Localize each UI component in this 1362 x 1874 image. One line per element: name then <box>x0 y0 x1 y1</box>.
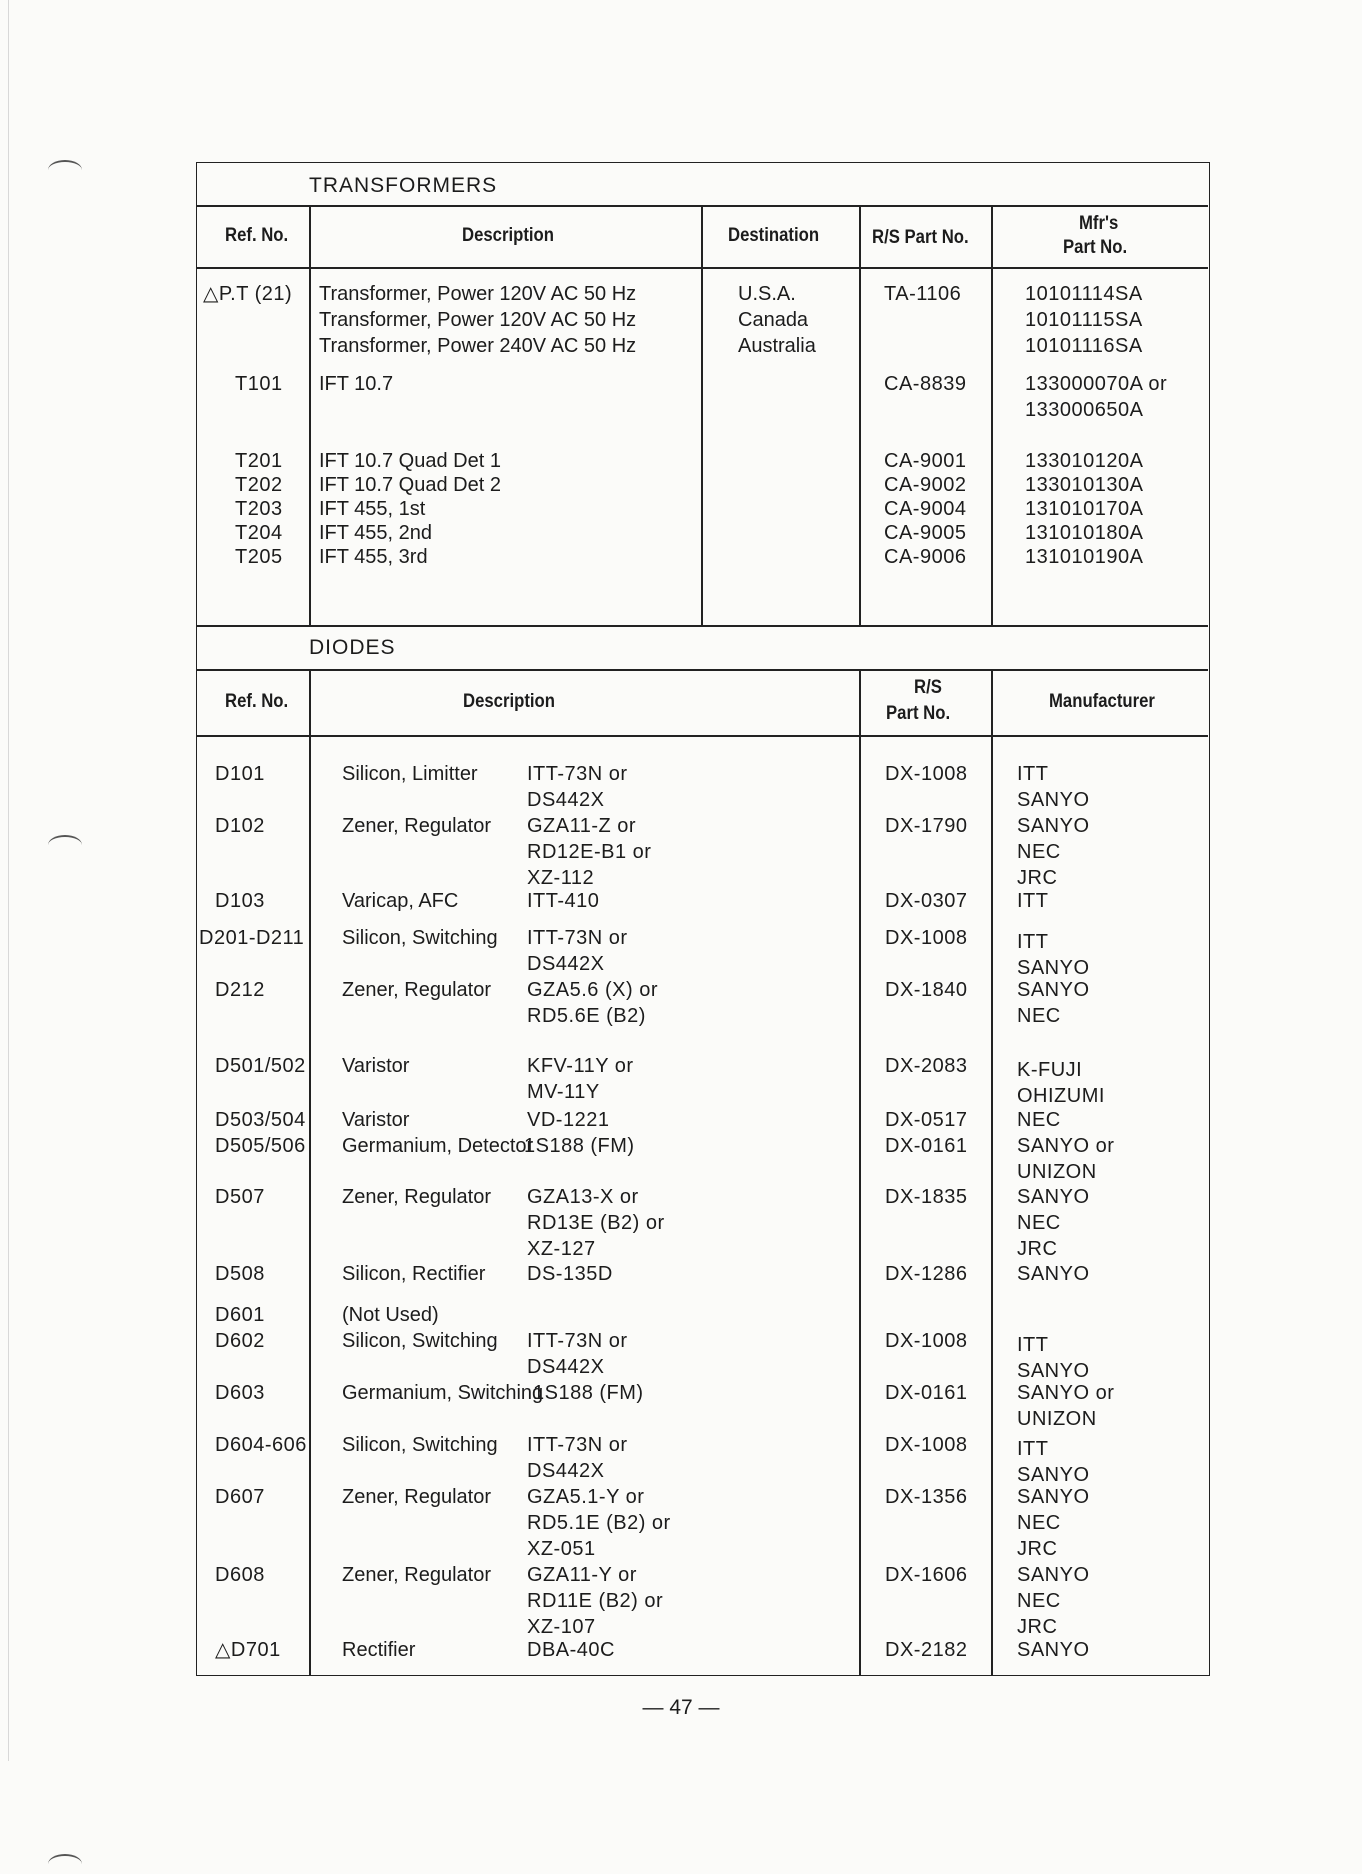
manufacturer <box>1017 1184 1090 1262</box>
manufacturer-line: ITT <box>1017 1334 1049 1356</box>
mfr-part-no <box>1025 472 1143 498</box>
mfr-part-no-line: 133010130A <box>1025 474 1144 496</box>
header-ref-no: Ref. No. <box>225 225 289 246</box>
ref-no: D601 <box>215 1304 265 1326</box>
diode-type-line: DS442X <box>527 789 605 811</box>
ref-no: T204 <box>235 522 283 544</box>
ref-no: D501/502 <box>215 1055 306 1077</box>
diode-type-line: XZ-107 <box>527 1616 596 1638</box>
diode-description: Silicon, Switching <box>342 1330 498 1352</box>
mfr-part-no-line: 131010190A <box>1025 546 1144 568</box>
diode-type <box>527 813 651 891</box>
header-ref-no: Ref. No. <box>225 691 289 712</box>
rs-part-no: DX-1008 <box>885 1330 968 1352</box>
mfr-part-no <box>1025 544 1143 570</box>
destination-line: U.S.A. <box>738 283 796 305</box>
header-mfr-part-2: Part No. <box>1063 237 1128 258</box>
description-line: IFT 455, 3rd <box>319 546 428 568</box>
diode-type-line: GZA5.6 (X) or <box>527 979 658 1001</box>
ref-no: △D701 <box>215 1639 281 1661</box>
rs-part-no: DX-1606 <box>885 1564 968 1586</box>
rs-part-no: DX-1790 <box>885 815 968 837</box>
manufacturer <box>1017 1261 1090 1287</box>
binder-hole-mark <box>48 160 82 180</box>
manufacturer-line: SANYO <box>1017 957 1090 979</box>
rs-part-no: DX-0307 <box>885 890 968 912</box>
rule <box>197 625 1208 627</box>
manufacturer-line: NEC <box>1017 1512 1061 1534</box>
diode-description: Silicon, Switching <box>342 927 498 949</box>
ref-no: T203 <box>235 498 283 520</box>
diode-type-line: ITT-73N or <box>527 927 628 949</box>
manufacturer <box>1017 813 1090 891</box>
diode-type-line: DBA-40C <box>527 1639 615 1661</box>
diode-type-line: XZ-051 <box>527 1538 596 1560</box>
description-line: IFT 10.7 <box>319 373 394 395</box>
rs-part-no: DX-1835 <box>885 1186 968 1208</box>
ref-no: D607 <box>215 1486 265 1508</box>
rs-part-no: DX-1008 <box>885 763 968 785</box>
description-line: Transformer, Power 240V AC 50 Hz <box>319 335 637 357</box>
diode-type-line: XZ-127 <box>527 1238 596 1260</box>
diode-type-line: ITT-410 <box>527 890 600 912</box>
diode-type-line: DS442X <box>527 1460 605 1482</box>
diode-type <box>527 1107 609 1133</box>
description <box>319 448 501 474</box>
parts-list-table <box>196 162 1210 1676</box>
rule <box>197 669 1208 671</box>
manufacturer-line: SANYO <box>1017 1263 1090 1285</box>
description-line: IFT 10.7 Quad Det 1 <box>319 450 501 472</box>
header-mfr-part-1: Mfr's <box>1079 213 1119 234</box>
ref-no: D212 <box>215 979 265 1001</box>
binder-hole-mark <box>48 835 82 855</box>
section-title-diodes: DIODES <box>309 636 396 659</box>
ref-no: D507 <box>215 1186 265 1208</box>
ref-no: D604-606 <box>215 1434 307 1456</box>
rs-part-no <box>884 520 966 546</box>
header-destination: Destination <box>728 225 820 246</box>
diode-description: Varicap, AFC <box>342 890 459 912</box>
diode-type-line: XZ-112 <box>527 867 595 889</box>
destination <box>738 281 816 359</box>
diode-type-line: GZA11-Z or <box>527 815 637 837</box>
diode-type-line: DS-135D <box>527 1263 613 1285</box>
ref-no: D508 <box>215 1263 265 1285</box>
diode-type-line: RD11E (B2) or <box>527 1590 664 1612</box>
mfr-part-no <box>1025 520 1143 546</box>
rule <box>309 205 311 625</box>
manufacturer <box>1017 1133 1114 1185</box>
rs-part-no-line: CA-9005 <box>884 522 967 544</box>
binder-hole-mark <box>48 1854 82 1874</box>
diode-type-line: ITT-73N or <box>527 763 628 785</box>
rs-part-no-line: CA-8839 <box>884 373 967 395</box>
diode-type-line: GZA13-X or <box>527 1186 639 1208</box>
rs-part-no: DX-1008 <box>885 927 968 949</box>
manufacturer-line: SANYO <box>1017 1186 1090 1208</box>
rs-part-no: DX-2083 <box>885 1055 968 1077</box>
mfr-part-no-line: 133000070A or <box>1025 373 1168 395</box>
rs-part-no-line: CA-9004 <box>884 498 967 520</box>
manufacturer-line: NEC <box>1017 1590 1061 1612</box>
manufacturer-line: SANYO <box>1017 979 1090 1001</box>
diode-type <box>527 925 628 977</box>
manufacturer-line: JRC <box>1017 1616 1058 1638</box>
mfr-part-no <box>1025 281 1143 359</box>
rs-part-no: DX-1008 <box>885 1434 968 1456</box>
diode-type <box>527 1053 634 1105</box>
destination-line: Australia <box>738 335 816 357</box>
diode-description: Zener, Regulator <box>342 1186 491 1208</box>
diode-type <box>527 888 599 914</box>
rule <box>859 669 861 1675</box>
manufacturer-line: NEC <box>1017 1212 1061 1234</box>
diode-type-line: 1S188 (FM) <box>533 1382 644 1404</box>
diode-description: Germanium, Detector <box>342 1135 534 1157</box>
manufacturer <box>1017 1637 1090 1663</box>
header-rs: R/S <box>914 677 942 698</box>
ref-no: T101 <box>235 373 283 395</box>
manufacturer-line: ITT <box>1017 1438 1049 1460</box>
ref-no: D603 <box>215 1382 265 1404</box>
diode-type-line: RD13E (B2) or <box>527 1212 665 1234</box>
description <box>319 371 393 397</box>
manufacturer <box>1017 1484 1090 1562</box>
manufacturer-line: SANYO <box>1017 1464 1090 1486</box>
rule <box>197 267 1208 269</box>
rs-part-no-line: TA-1106 <box>884 283 962 305</box>
page-number: — 47 — <box>642 1696 720 1719</box>
rs-part-no <box>884 472 966 498</box>
diode-type-line: RD12E-B1 or <box>527 841 652 863</box>
rs-part-no <box>884 496 966 522</box>
manufacturer <box>1017 888 1049 914</box>
diode-description: Silicon, Limitter <box>342 763 478 785</box>
mfr-part-no-line: 10101116SA <box>1025 335 1143 357</box>
manufacturer <box>1017 1332 1090 1384</box>
diode-type <box>527 1637 615 1663</box>
diode-type-line: RD5.1E (B2) or <box>527 1512 671 1534</box>
diode-type <box>527 1261 613 1287</box>
diode-description: Zener, Regulator <box>342 979 491 1001</box>
diode-type <box>527 1562 663 1640</box>
diode-type <box>527 761 628 813</box>
diode-type-line: ITT-73N or <box>527 1330 628 1352</box>
manufacturer-line: SANYO <box>1017 1639 1090 1661</box>
rs-part-no <box>884 544 966 570</box>
diode-type-line: KFV-11Y or <box>527 1055 634 1077</box>
manufacturer <box>1017 761 1090 813</box>
manufacturer-line: SANYO <box>1017 815 1090 837</box>
diode-type <box>527 1432 628 1484</box>
manufacturer <box>1017 1380 1114 1432</box>
section-title-transformers: TRANSFORMERS <box>309 174 498 197</box>
ref-no: D602 <box>215 1330 265 1352</box>
rs-part-no: DX-0517 <box>885 1109 968 1131</box>
rs-part-no: DX-2182 <box>885 1639 968 1661</box>
manufacturer-line: JRC <box>1017 1238 1058 1260</box>
mfr-part-no-line: 131010170A <box>1025 498 1144 520</box>
rule <box>859 205 861 625</box>
rs-part-no: DX-1356 <box>885 1486 968 1508</box>
manufacturer-line: K-FUJI <box>1017 1059 1083 1081</box>
manufacturer-line: ITT <box>1017 890 1049 912</box>
manufacturer-line: SANYO or <box>1017 1135 1115 1157</box>
manufacturer <box>1017 1057 1105 1109</box>
diode-type-line: MV-11Y <box>527 1081 600 1103</box>
diode-type-line: ITT-73N or <box>527 1434 628 1456</box>
ref-no: D103 <box>215 890 265 912</box>
diode-description: Rectifier <box>342 1639 416 1661</box>
diode-type <box>527 977 658 1029</box>
rule <box>197 205 1208 207</box>
manufacturer-line: SANYO <box>1017 1360 1090 1382</box>
manufacturer <box>1017 929 1090 981</box>
diode-type <box>524 1133 635 1159</box>
mfr-part-no-line: 133000650A <box>1025 399 1144 421</box>
description <box>319 496 425 522</box>
diode-type-line: VD-1221 <box>527 1109 610 1131</box>
diode-type-line: GZA5.1-Y or <box>527 1486 645 1508</box>
diode-type <box>527 1184 665 1262</box>
manufacturer <box>1017 1436 1090 1488</box>
description <box>319 544 428 570</box>
header-manufacturer: Manufacturer <box>1049 691 1155 712</box>
manufacturer-line: UNIZON <box>1017 1161 1097 1183</box>
diode-type-line: DS442X <box>527 1356 605 1378</box>
manufacturer-line: SANYO <box>1017 789 1090 811</box>
header-part-no: Part No. <box>886 703 951 724</box>
rule <box>701 205 703 625</box>
ref-no: D101 <box>215 763 265 785</box>
header-rs-part-no: R/S Part No. <box>872 227 969 248</box>
diode-type-line: GZA11-Y or <box>527 1564 637 1586</box>
rule <box>197 735 1208 737</box>
manufacturer-line: SANYO <box>1017 1486 1090 1508</box>
mfr-part-no-line: 10101115SA <box>1025 309 1143 331</box>
diode-type <box>533 1380 644 1406</box>
rs-part-no-line: CA-9006 <box>884 546 967 568</box>
ref-no: T205 <box>235 546 283 568</box>
rule <box>991 669 993 1675</box>
mfr-part-no <box>1025 496 1143 522</box>
ref-no: D201-D211 <box>199 927 305 949</box>
manufacturer-line: SANYO or <box>1017 1382 1115 1404</box>
description <box>319 472 501 498</box>
rule <box>991 205 993 625</box>
manufacturer-line: UNIZON <box>1017 1408 1097 1430</box>
ref-no: D505/506 <box>215 1135 306 1157</box>
rs-part-no: DX-1840 <box>885 979 968 1001</box>
rs-part-no-line: CA-9001 <box>884 450 967 472</box>
ref-no: T202 <box>235 474 283 496</box>
description-line: IFT 455, 1st <box>319 498 426 520</box>
mfr-part-no <box>1025 448 1143 474</box>
description <box>319 281 636 359</box>
mfr-part-no <box>1025 371 1167 423</box>
manufacturer-line: JRC <box>1017 1538 1058 1560</box>
rs-part-no-line: CA-9002 <box>884 474 967 496</box>
rs-part-no: DX-1286 <box>885 1263 968 1285</box>
rs-part-no <box>884 448 966 474</box>
manufacturer-line: SANYO <box>1017 1564 1090 1586</box>
description-line: Transformer, Power 120V AC 50 Hz <box>319 283 637 305</box>
manufacturer <box>1017 1107 1061 1133</box>
diode-type <box>527 1328 628 1380</box>
manufacturer <box>1017 977 1090 1029</box>
diode-description: Zener, Regulator <box>342 815 491 837</box>
diode-description: Zener, Regulator <box>342 1486 491 1508</box>
description <box>319 520 432 546</box>
ref-no: D102 <box>215 815 265 837</box>
description-line: Transformer, Power 120V AC 50 Hz <box>319 309 637 331</box>
ref-no: T201 <box>235 450 283 472</box>
destination-line: Canada <box>738 309 809 331</box>
diode-description: Varistor <box>342 1055 410 1077</box>
mfr-part-no-line: 131010180A <box>1025 522 1144 544</box>
mfr-part-no-line: 10101114SA <box>1025 283 1143 305</box>
diode-type-line: 1S188 (FM) <box>524 1135 635 1157</box>
rs-part-no <box>884 371 966 397</box>
manufacturer-line: OHIZUMI <box>1017 1085 1105 1107</box>
description-line: IFT 455, 2nd <box>319 522 433 544</box>
header-description: Description <box>462 225 554 246</box>
diode-type <box>527 1484 671 1562</box>
page-edge-line <box>8 0 9 1761</box>
ref-no: △P.T (21) <box>203 283 293 305</box>
rs-part-no: DX-0161 <box>885 1135 968 1157</box>
manufacturer-line: NEC <box>1017 841 1061 863</box>
diode-description: Germanium, Switching <box>342 1382 544 1404</box>
diode-type-line: RD5.6E (B2) <box>527 1005 646 1027</box>
diode-description: Varistor <box>342 1109 410 1131</box>
diode-type-line: DS442X <box>527 953 605 975</box>
diode-description: Silicon, Switching <box>342 1434 498 1456</box>
manufacturer-line: NEC <box>1017 1005 1061 1027</box>
manufacturer-line: NEC <box>1017 1109 1061 1131</box>
rule <box>309 669 311 1675</box>
rs-part-no <box>884 281 961 307</box>
diode-description: (Not Used) <box>342 1304 439 1326</box>
rs-part-no: DX-0161 <box>885 1382 968 1404</box>
diode-description: Silicon, Rectifier <box>342 1263 486 1285</box>
manufacturer <box>1017 1562 1090 1640</box>
manufacturer-line: ITT <box>1017 763 1049 785</box>
manufacturer-line: JRC <box>1017 867 1058 889</box>
ref-no: D503/504 <box>215 1109 306 1131</box>
diode-description: Zener, Regulator <box>342 1564 491 1586</box>
description-line: IFT 10.7 Quad Det 2 <box>319 474 501 496</box>
manufacturer-line: ITT <box>1017 931 1049 953</box>
header-description: Description <box>463 691 555 712</box>
ref-no: D608 <box>215 1564 265 1586</box>
mfr-part-no-line: 133010120A <box>1025 450 1144 472</box>
